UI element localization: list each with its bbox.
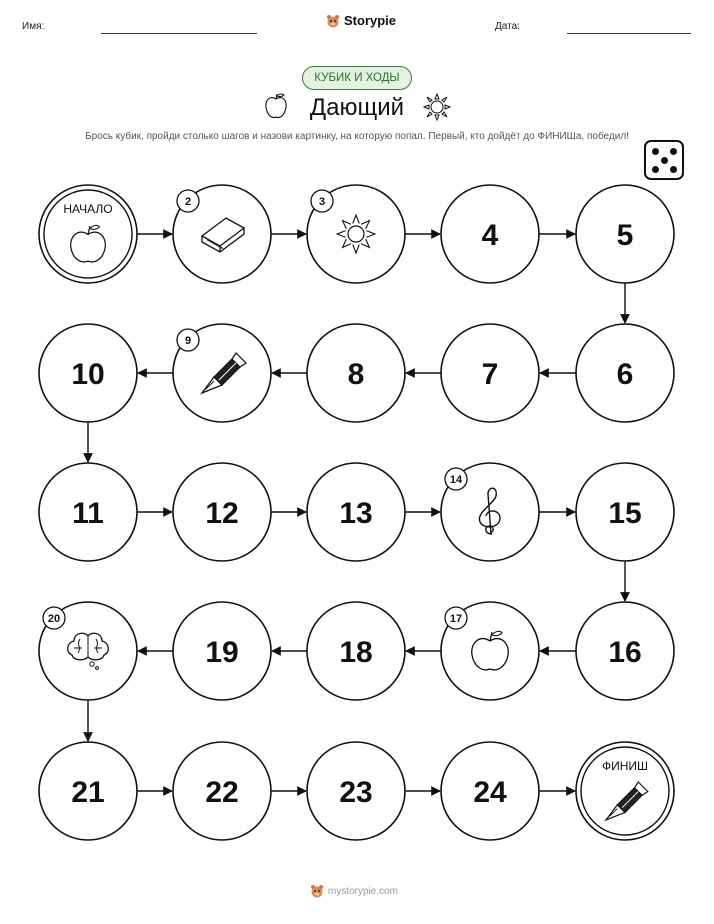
board-cell-24[interactable] [441, 742, 539, 840]
board-cell-13[interactable] [307, 463, 405, 561]
cell-number: 19 [205, 636, 239, 669]
finish-label: ФИНИШ [601, 759, 649, 773]
board-cell-23[interactable] [307, 742, 405, 840]
board-cell-15[interactable] [576, 463, 674, 561]
board-cell-6[interactable] [576, 324, 674, 422]
board-cell-18[interactable] [307, 602, 405, 700]
cell-badge-number: 9 [184, 335, 192, 347]
cell-number: 13 [339, 497, 373, 530]
date-label: Дата: [495, 21, 520, 32]
board-cell-9[interactable] [173, 324, 271, 422]
cell-number: 10 [71, 358, 105, 391]
cell-number: 8 [347, 358, 365, 391]
footer-url: mystorypie.com [328, 885, 399, 897]
board-cell-1[interactable] [39, 185, 137, 283]
cell-number: 4 [481, 219, 499, 252]
cell-number: 24 [473, 776, 507, 809]
game-type-badge: КУБИК И ХОДЫ [302, 66, 412, 90]
cell-circle [576, 742, 674, 840]
board-cell-21[interactable] [39, 742, 137, 840]
board-cell-7[interactable] [441, 324, 539, 422]
brand-name: Storypie [344, 13, 397, 28]
cell-number: 11 [72, 497, 104, 530]
board-cell-5[interactable] [576, 185, 674, 283]
board-cell-16[interactable] [576, 602, 674, 700]
instructions: Брось кубик, пройди столько шагов и назови картинку, на которую попал. Первый, кто дойдёт до ФИНИШа, победил! [85, 131, 629, 142]
cell-number: 16 [608, 636, 642, 669]
board-cell-14[interactable] [441, 463, 539, 561]
name-label: Имя: [22, 21, 45, 32]
cell-badge-number: 17 [449, 613, 463, 625]
cell-number: 18 [339, 636, 373, 669]
board-cell-17[interactable] [441, 602, 539, 700]
cell-number: 12 [205, 497, 239, 530]
cell-number: 23 [339, 776, 373, 809]
footer [310, 884, 398, 898]
board-cell-4[interactable] [441, 185, 539, 283]
board-cell-3[interactable] [307, 185, 405, 283]
board-cell-12[interactable] [173, 463, 271, 561]
cell-number: 5 [616, 219, 634, 252]
cell-badge-number: 3 [318, 196, 326, 208]
cell-number: 22 [205, 776, 239, 809]
board-cell-25[interactable] [576, 742, 674, 840]
cell-badge-number: 20 [47, 613, 61, 625]
board-cell-10[interactable] [39, 324, 137, 422]
cell-badge-number: 2 [184, 196, 192, 208]
cell-number: 6 [616, 358, 634, 391]
board-cell-22[interactable] [173, 742, 271, 840]
board-cell-19[interactable] [173, 602, 271, 700]
cell-badge-number: 14 [449, 474, 463, 486]
board-cell-20[interactable] [39, 602, 137, 700]
board-cell-2[interactable] [173, 185, 271, 283]
start-label: НАЧАЛО [63, 202, 113, 216]
cell-number: 7 [481, 358, 499, 391]
board-cell-8[interactable] [307, 324, 405, 422]
bear-mascot-icon [310, 884, 324, 898]
cell-number: 15 [608, 497, 642, 530]
page-title: Дающий [309, 94, 405, 121]
cell-number: 21 [71, 776, 105, 809]
board-cell-11[interactable] [39, 463, 137, 561]
